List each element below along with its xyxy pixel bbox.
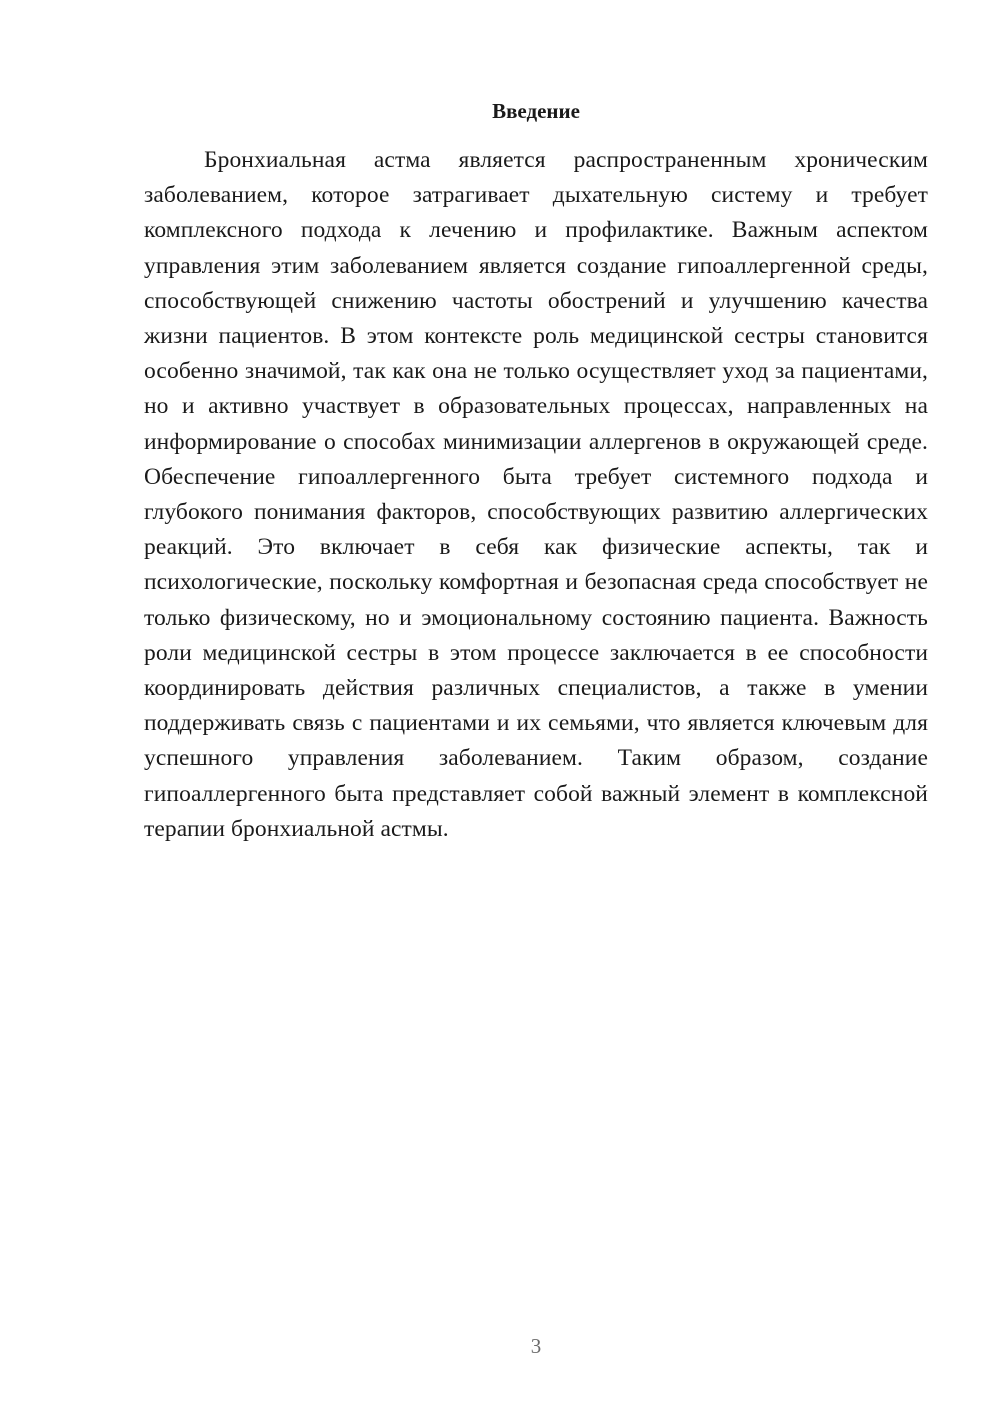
body-paragraph: Бронхиальная астма является распространенным хроническим заболеванием, которое затрагивает дыхательную систему и требует комплексного подхода к лечению и профилактике. Важным аспектом управления этим заболеванием является создание гипоаллергенной среды, способствующей снижению частоты обострений и улучшению качества жизни пациентов. В этом контексте роль медицинской сестры становится особенно значимой, так как она не только осуществляет уход за пациентами, но и активно участвует в образовательных процессах, направленных на информирование о способах минимизации аллергенов в окружающей среде. Обеспечение гипоаллергенного быта требует системного подхода и глубокого понимания факторов, способствующих развитию аллергических реакций. Это включает в себя как физические аспекты, так и психологические, поскольку комфортная и безопасная среда способствует не только физическому, но и эмоциональному состоянию пациента. Важность роли медицинской сестры в этом процессе заключается в ее способности координировать действия различных специалистов, а также в умении поддерживать связь с пациентами и их семьями, что является ключевым для успешного управления заболеванием. Таким образом, создание гипоаллергенного быта представляет собой важный элемент в комплексной терапии бронхиальной астмы. [144, 147, 928, 842]
section-heading: Введение [492, 99, 580, 123]
page-number: 3 [530, 1334, 542, 1358]
